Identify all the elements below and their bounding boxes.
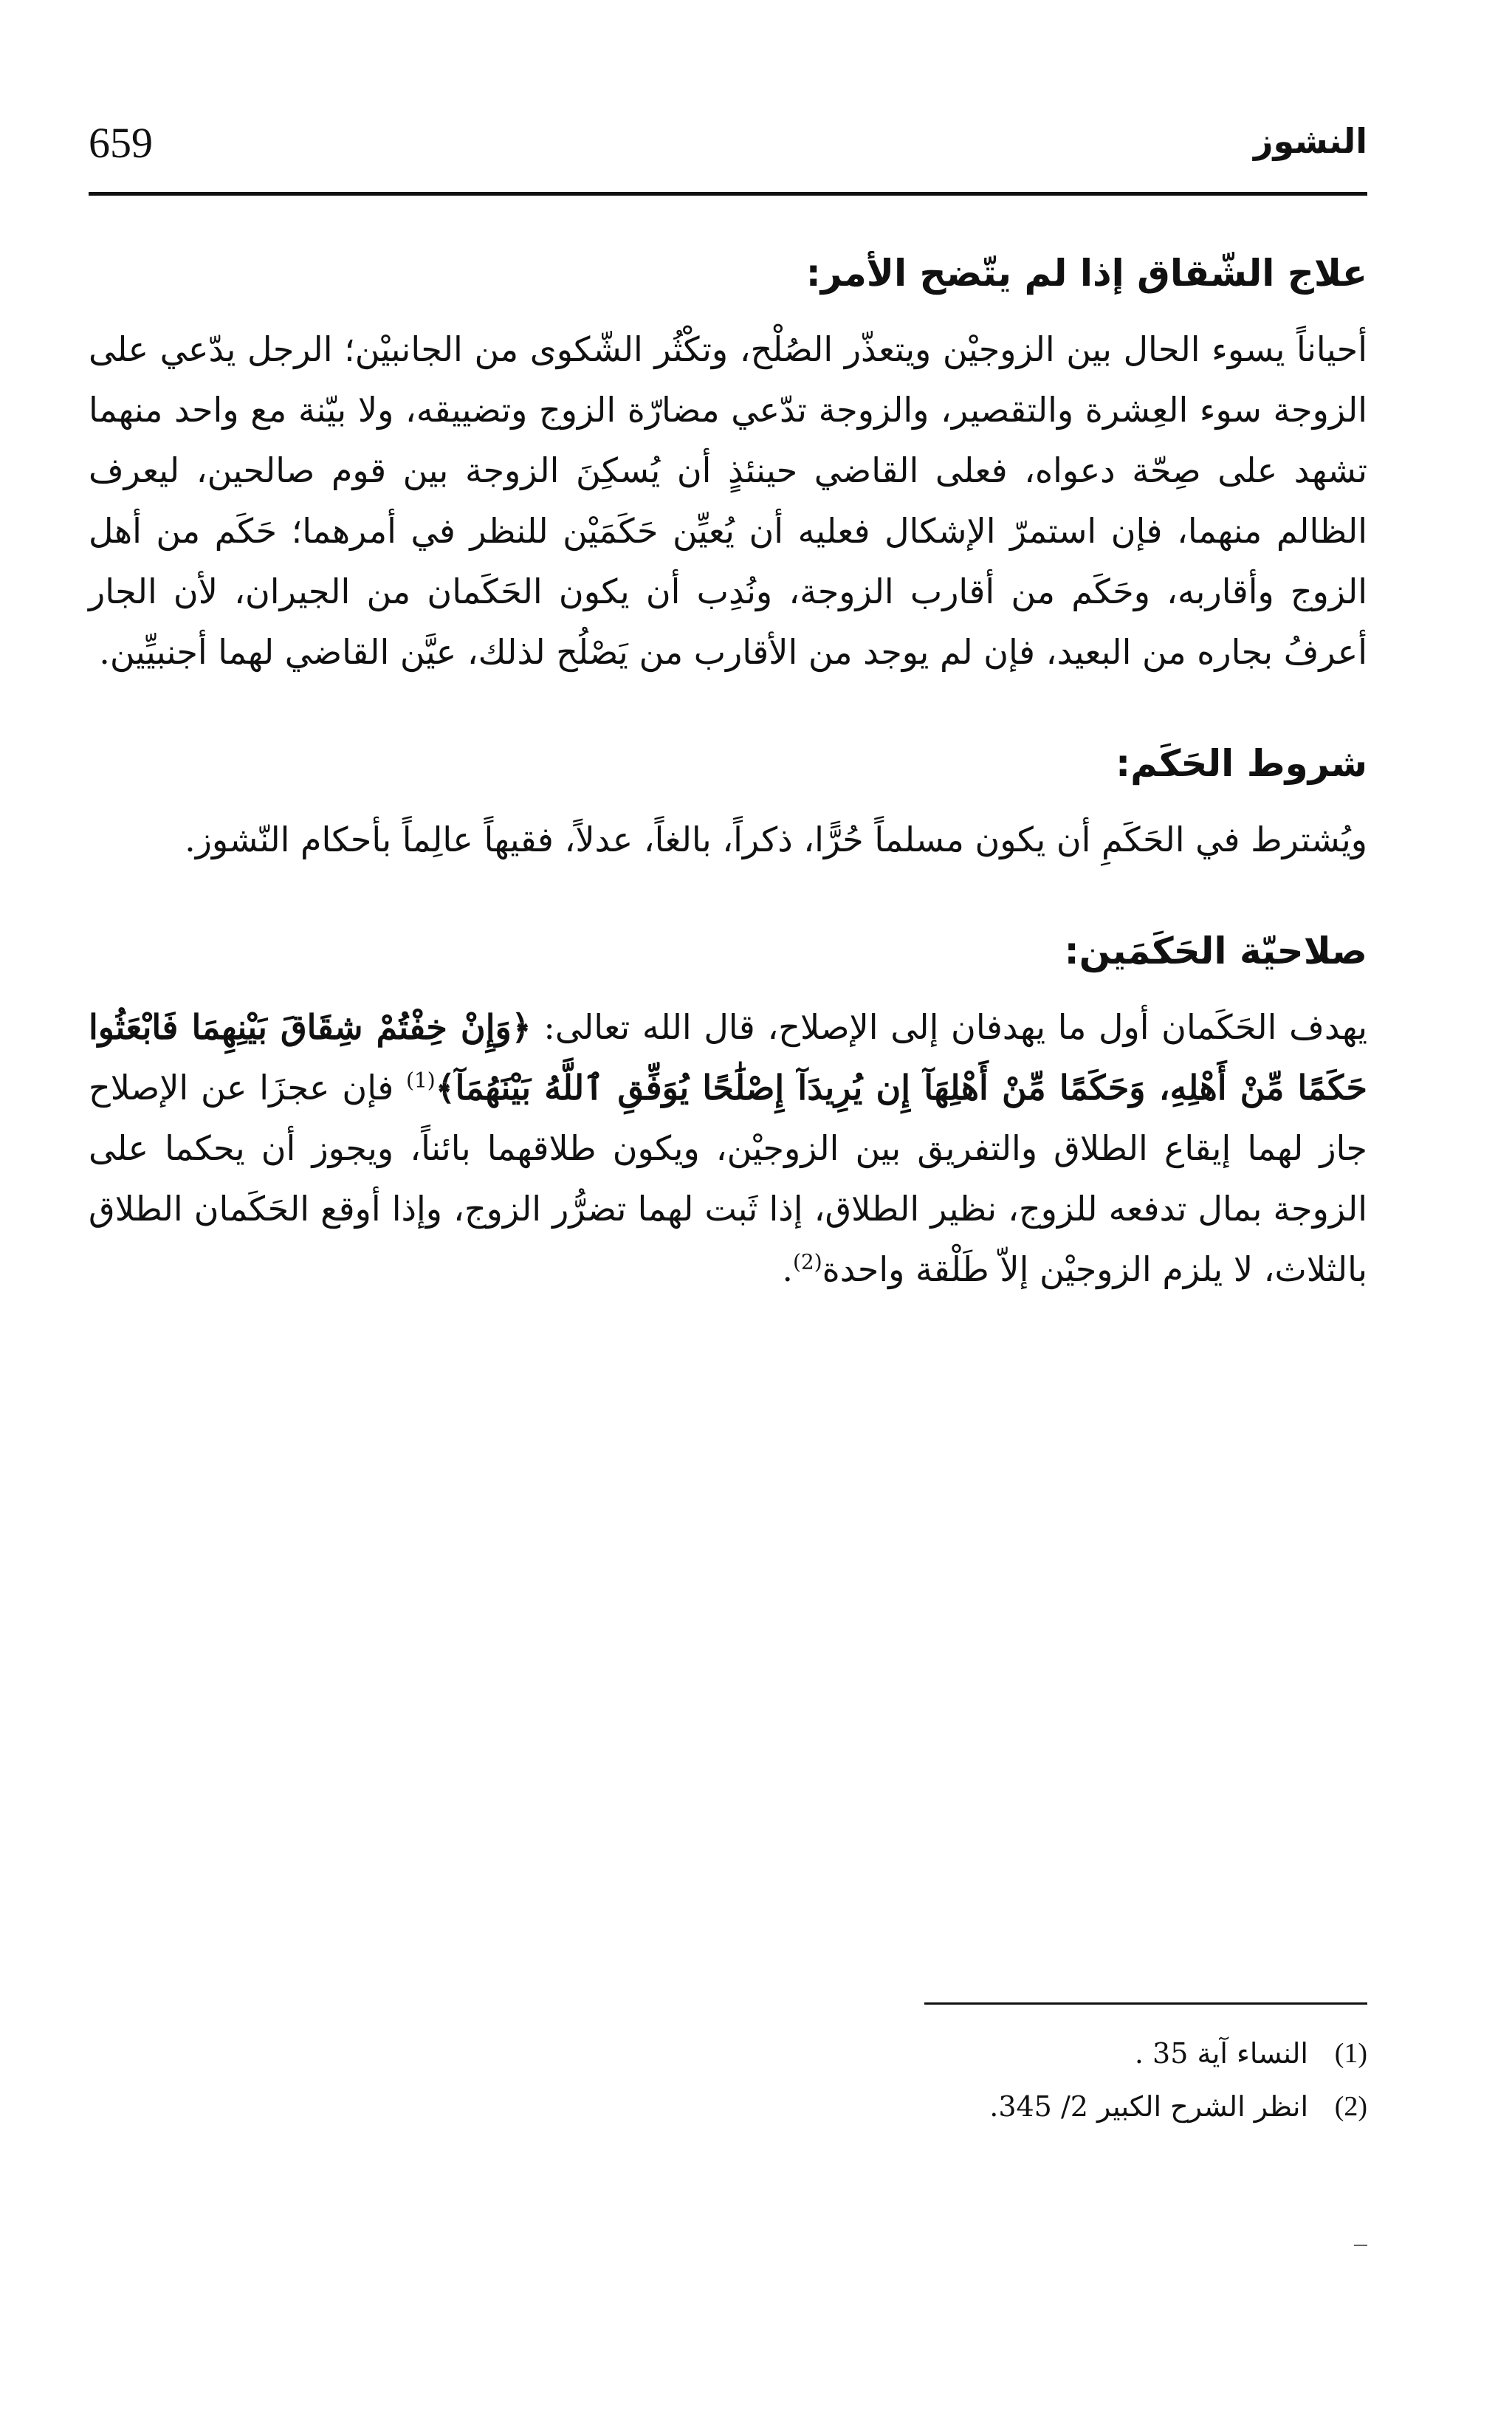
- paragraph-discord-treatment: أحياناً يسوء الحال بين الزوجيْن ويتعذّر الصُلْح، وتكْثُر الشّكوى من الجانبيْن؛ الرجل يدّعي على الزوجة سوء العِشرة والتقصير، والزوجة تدّعي مضارّة الزوج وتضييقه، ولا بيّنة مع واحد منهما تشهد على صِحّة دعواه، فعلى القاضي حينئذٍ أن يُسكِنَ الزوجة بين قوم صالحين، ليعرف الظالم منهما، فإن استمرّ الإشكال فعليه أن يُعيِّن حَكَمَيْن للنظر في أمرهما؛ حَكَم من أهل الزوج وأقاربه، وحَكَم من أقارب الزوجة، ونُدِب أن يكون الحَكَمان من الجيران، لأن الجار أعرفُ بجاره من البعيد، فإن لم يوجد من الأقارب من يَصْلُح لذلك، عيَّن القاضي لهما أجنبيِّين.: [89, 329, 1367, 672]
- paragraph-end: .: [782, 1249, 793, 1289]
- footnote-item: [89, 2080, 1367, 2133]
- footnote-ref-1[interactable]: (1): [406, 1068, 436, 1093]
- scan-mark: [1354, 2245, 1367, 2246]
- quran-verse: ﴿وَإِنْ خِفْتُمْ شِقَاقَ بَيْنِهِمَا فَابْعَثُوا حَكَمًا مِّنْ أَهْلِهِ، وَحَكَمًا مِّنْ أَهْلِهَآ إِن يُرِيدَآ إِصْلَٰحًا يُوَفِّقِ ٱللَّهُ بَيْنَهُمَآ﴾: [89, 1007, 1367, 1108]
- paragraph-arbiters-authority: [89, 997, 1367, 1300]
- paragraph-intro: يهدف الحَكَمان أول ما يهدفان إلى الإصلاح، قال الله تعالى:: [543, 1007, 1368, 1047]
- footnote-number: (2): [1334, 2091, 1367, 2122]
- footnote-number: (1): [1334, 2038, 1367, 2069]
- section-heading-discord-treatment: علاج الشّقاق إذا لم يتّضح الأمر:: [805, 252, 1367, 295]
- running-head: النشوز: [1254, 121, 1367, 161]
- footnote-text: انظر الشرح الكبير 2/ 345.: [989, 2090, 1308, 2123]
- paragraph-arbiter-conditions: ويُشترط في الحَكَمِ أن يكون مسلماً حُرًّا، ذكراً، بالغاً، عدلاً، فقيهاً عالِماً بأحكام النّشوز.: [185, 820, 1367, 859]
- main-text: [89, 244, 1367, 1300]
- section-heading-arbiters-authority: صلاحيّة الحَكَمَين:: [1064, 930, 1367, 972]
- footnote-item: [89, 2027, 1367, 2080]
- footnote-ref-2[interactable]: (2): [792, 1249, 822, 1274]
- footnote-separator: [924, 2002, 1367, 2005]
- page-number: 659: [89, 119, 153, 167]
- footnote-text: النساء آية 35 .: [1134, 2037, 1308, 2070]
- page-header: [89, 118, 1367, 177]
- section-heading-arbiter-conditions: شروط الحَكَم:: [1116, 742, 1367, 785]
- header-rule: [89, 192, 1367, 196]
- footnotes: [89, 2027, 1367, 2133]
- paragraph-continuation: فإن عجزَا عن الإصلاح جاز لهما إيقاع الطلاق والتفريق بين الزوجيْن، ويكون طلاقهما بائناً، ويجوز أن يحكما على الزوجة بمال تدفعه للزوج، نظير الطلاق، إذا ثَبت لهما تضرُّر الزوج، وإذا أوقع الحَكَمان الطلاق بالثلاث، لا يلزم الزوجيْن إلاّ طَلْقة واحدة: [89, 1068, 1367, 1289]
